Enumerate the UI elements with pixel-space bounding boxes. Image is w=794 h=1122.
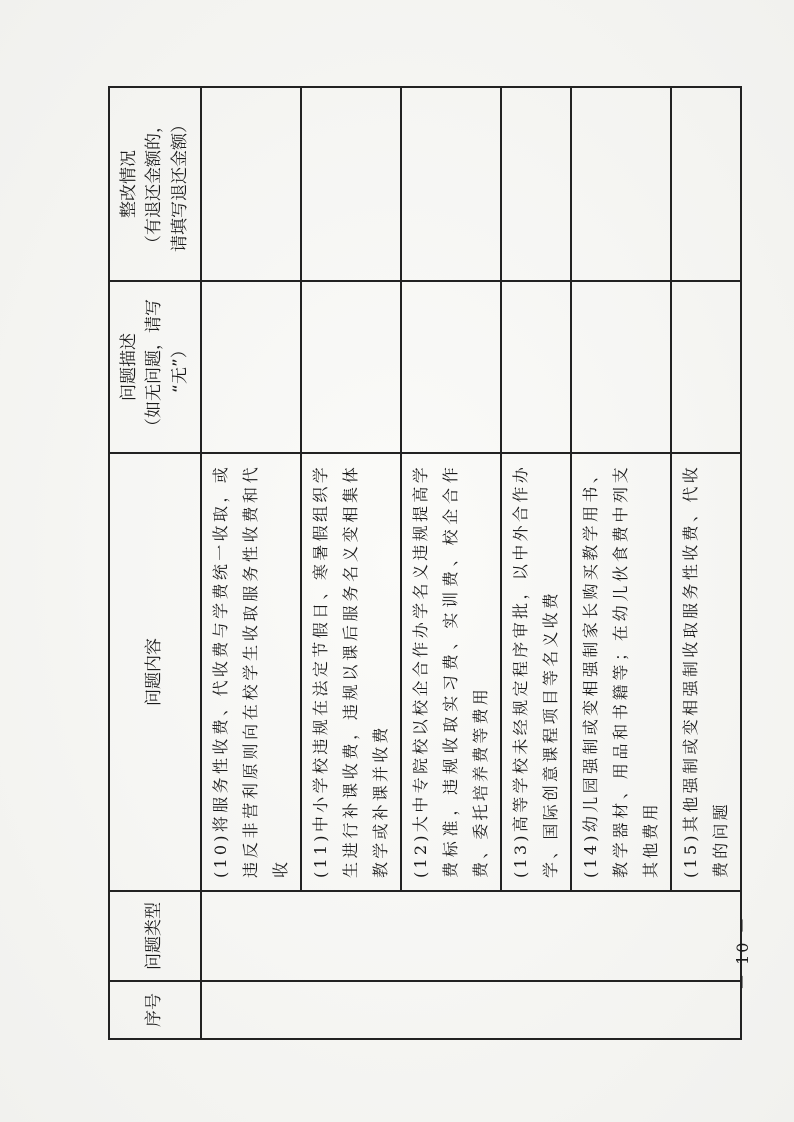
description-cell-15[interactable] xyxy=(671,281,741,453)
header-content: 问题内容 xyxy=(109,453,201,891)
header-rectification-line3: 请填写退还金额） xyxy=(169,116,190,252)
content-cell-11: (11)中小学校违规在法定节假日、寒暑假组织学生进行补课收费，违规以课后服务名义变相集体教学或补课并收费 xyxy=(301,453,401,891)
description-cell-12[interactable] xyxy=(401,281,501,453)
description-cell-14[interactable] xyxy=(571,281,671,453)
header-description-line1: 问题描述 xyxy=(118,333,139,401)
description-cell-11[interactable] xyxy=(301,281,401,453)
header-rectification-line2: （有退还金额的， xyxy=(144,116,165,252)
description-cell-10[interactable] xyxy=(201,281,301,453)
header-rectification-line1: 整改情况 xyxy=(118,150,139,218)
problem-table xyxy=(108,86,742,1040)
rectification-cell-11[interactable] xyxy=(301,87,401,281)
content-cell-10: (10)将服务性收费、代收费与学费统一收取，或违反非营利原则向在校学生收取服务性收费和代收 xyxy=(201,453,301,891)
content-cell-15: (15)其他强制或变相强制收取服务性收费、代收费的问题 xyxy=(671,453,741,891)
table-row xyxy=(201,87,301,1039)
header-seq: 序号 xyxy=(109,981,201,1039)
type-cell xyxy=(201,891,741,981)
content-cell-14: (14)幼儿园强制或变相强制家长购买教学用书、教学器材、用品和书籍等；在幼儿伙食费中列支其他费用 xyxy=(571,453,671,891)
header-rectification xyxy=(109,87,201,281)
content-cell-12: (12)大中专院校以校企合作办学名义违规提高学费标准，违规收取实习费、实训费、校企合作费、委托培养费等费用 xyxy=(401,453,501,891)
seq-cell xyxy=(201,981,741,1039)
rectification-cell-15[interactable] xyxy=(671,87,741,281)
content-cell-13: (13)高等学校未经规定程序审批，以中外合作办学、国际创意课程项目等名义收费 xyxy=(501,453,571,891)
rectification-cell-13[interactable] xyxy=(501,87,571,281)
header-description-line3: “无”） xyxy=(169,341,190,393)
rotated-table-area xyxy=(108,88,730,1040)
table-header-row xyxy=(109,87,201,1039)
rectification-cell-10[interactable] xyxy=(201,87,301,281)
header-description-line2: （如无问题，请写 xyxy=(144,299,165,435)
table-container xyxy=(108,88,730,1040)
header-type: 问题类型 xyxy=(109,891,201,981)
page-number: － 10 － xyxy=(733,915,752,990)
rectification-cell-14[interactable] xyxy=(571,87,671,281)
header-description xyxy=(109,281,201,453)
description-cell-13[interactable] xyxy=(501,281,571,453)
rectification-cell-12[interactable] xyxy=(401,87,501,281)
